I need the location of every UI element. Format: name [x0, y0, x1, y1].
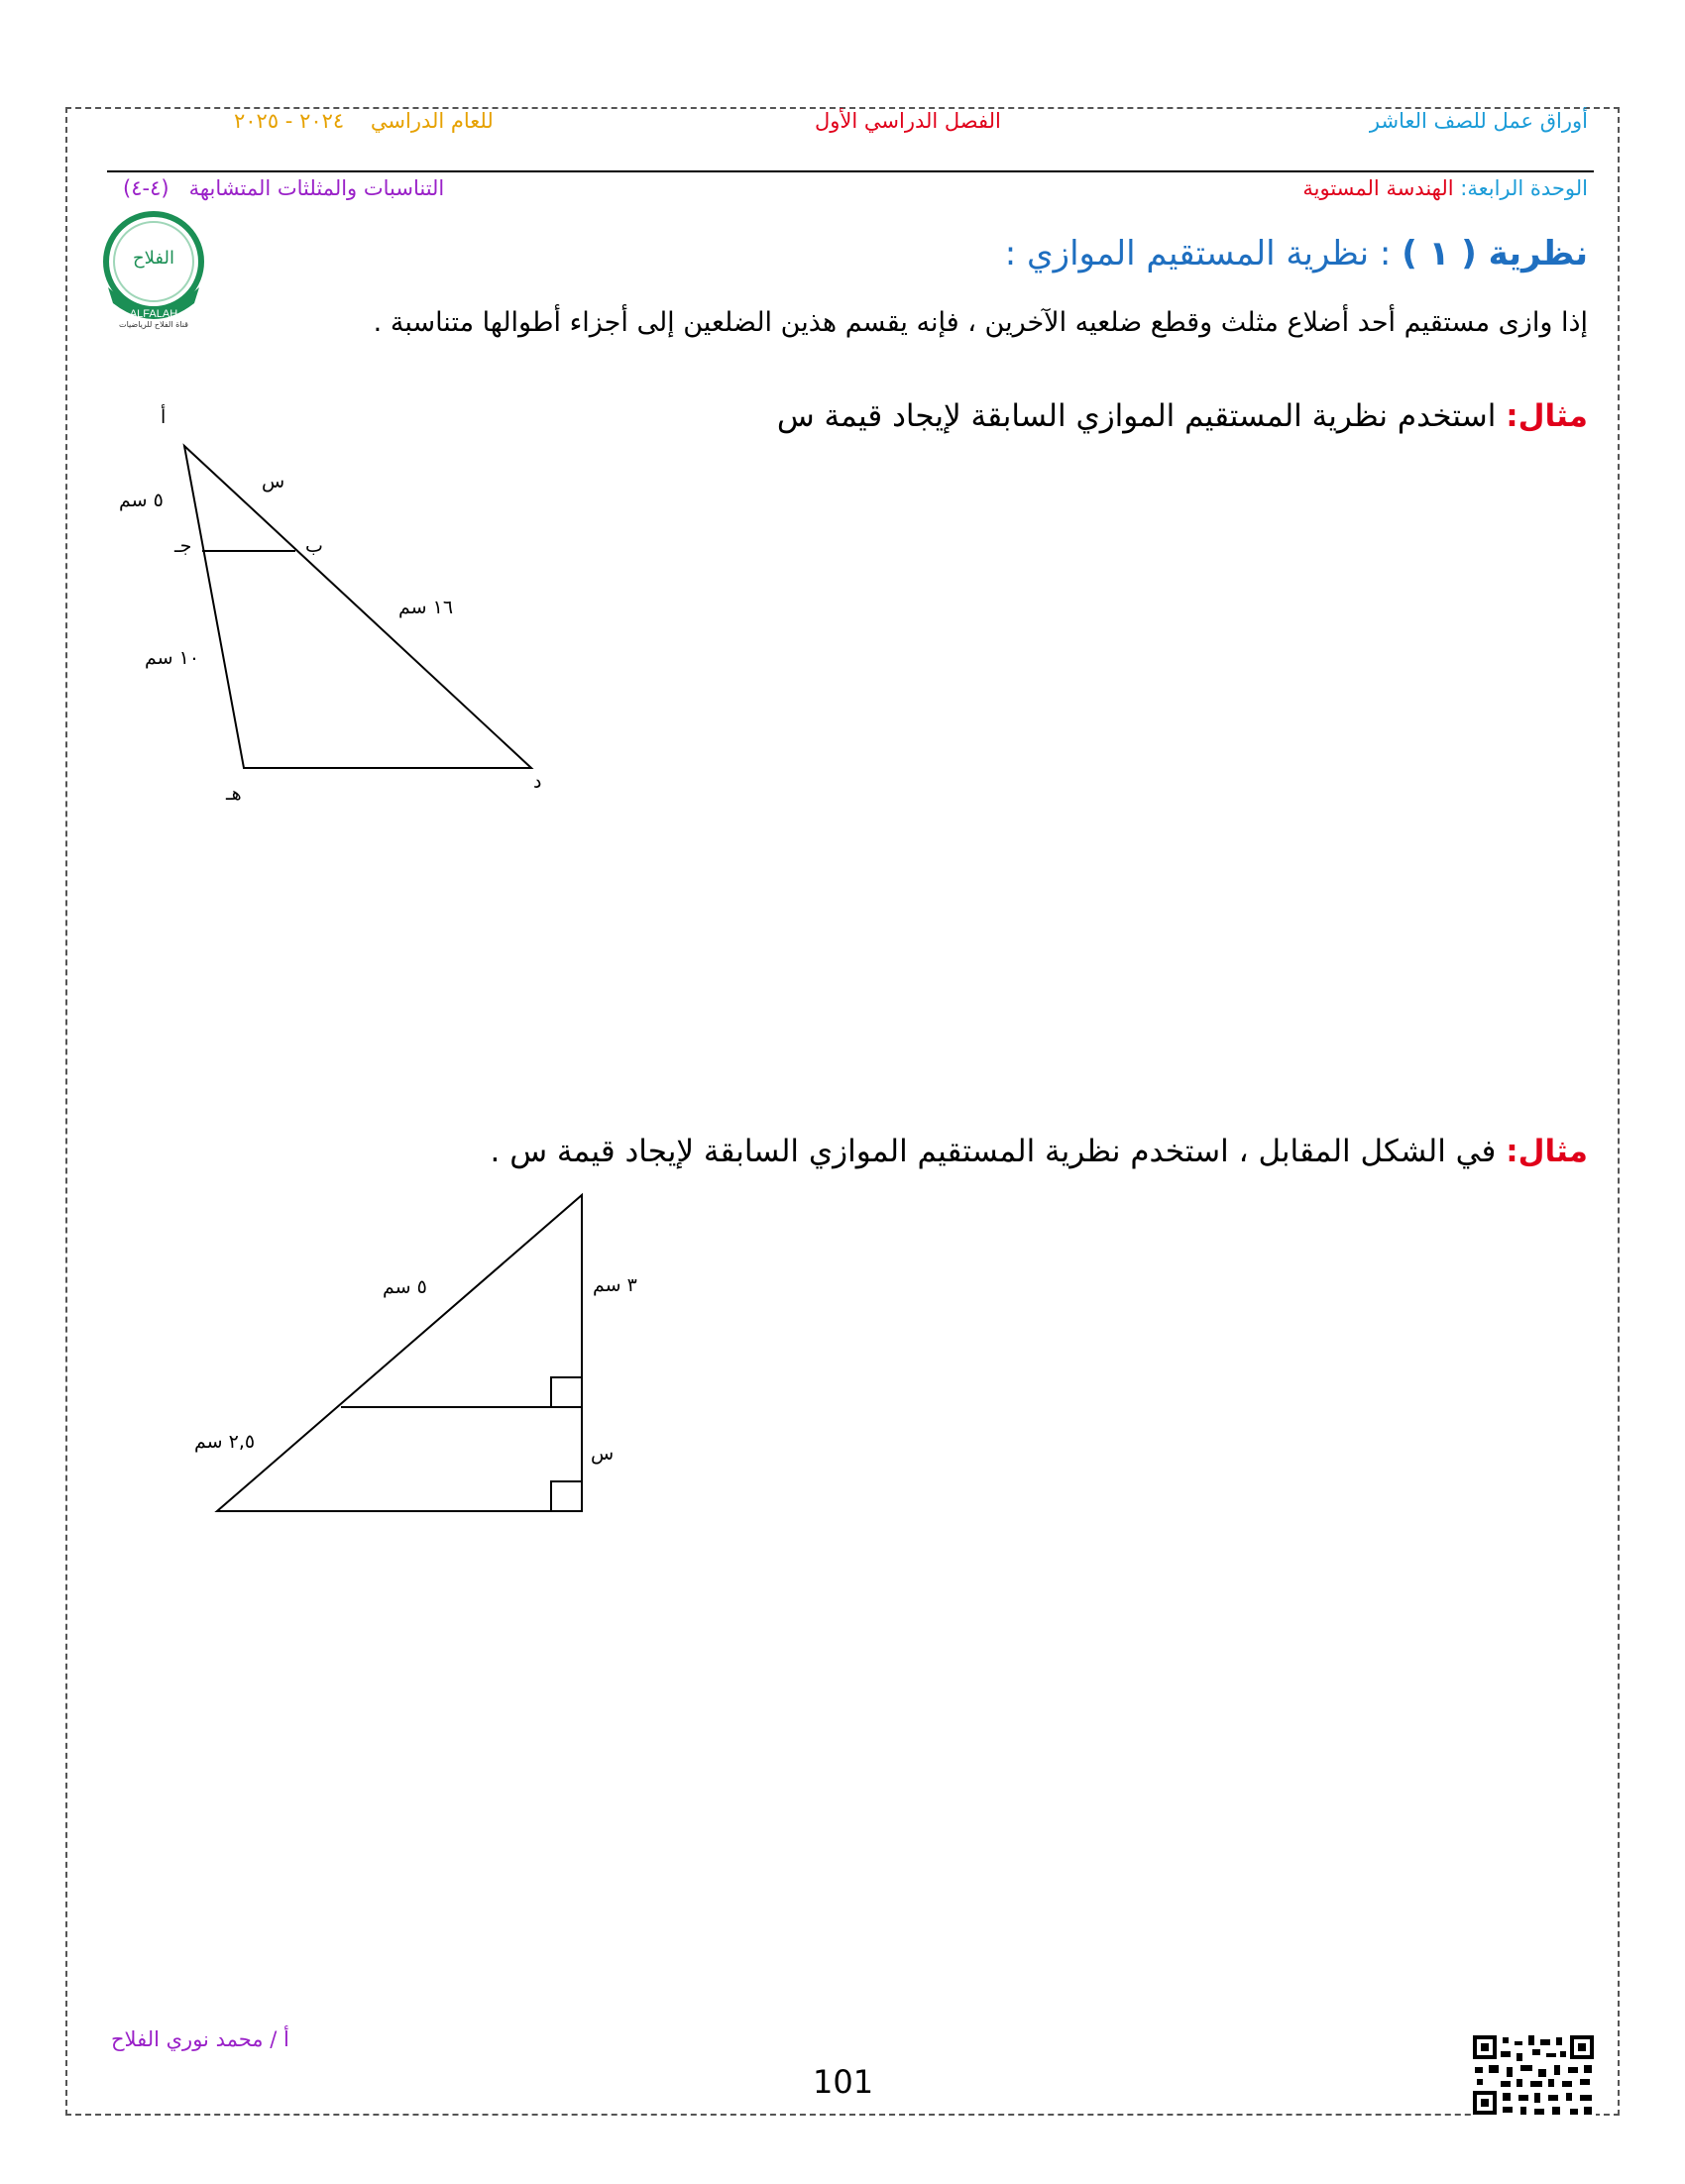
label-b-d: ١٦ سم: [398, 597, 454, 618]
logo-caption: قناة الفلاح للرياضيات: [119, 320, 188, 329]
vertex-j: جـ: [174, 535, 192, 557]
label-hyp-top: ٥ سم: [383, 1276, 427, 1298]
vertex-a: أ: [161, 406, 167, 428]
unit-label: الوحدة الرابعة:: [1460, 176, 1588, 200]
semester-title: الفصل الدراسي الأول: [815, 109, 1001, 133]
year-label: للعام الدراسي: [370, 109, 494, 133]
theorem-number: نظرية ( ١ ): [1402, 234, 1588, 273]
vertex-b: ب: [305, 535, 323, 557]
theorem-statement: إذا وازى مستقيم أحد أضلاع مثلث وقطع ضلعيه الآخرين ، فإنه يقسم هذين الضلعين إلى أجزاء أطوالها متناسبة .: [373, 307, 1588, 338]
unit-name: الهندسة المستوية: [1302, 176, 1454, 200]
label-hyp-bottom: ٢,٥ سم: [194, 1431, 256, 1453]
logo-latin: ALFALAH: [129, 308, 178, 320]
example-1-label: مثال:: [1506, 398, 1588, 434]
example-2-label: مثال:: [1506, 1134, 1588, 1169]
label-vert-bottom: ﺱ: [591, 1443, 615, 1465]
author: أ / محمد نوري الفلاح: [111, 2027, 289, 2051]
label-j-h: ١٠ سم: [145, 647, 200, 669]
example-1-text: استخدم نظرية المستقيم الموازي السابقة لإيجاد قيمة س: [776, 398, 1497, 434]
theorem-title: : نظرية المستقيم الموازي :: [1004, 234, 1392, 273]
lesson-title: التناسبات والمثلثات المتشابهة: [188, 176, 445, 200]
qr-code: [1471, 2033, 1596, 2117]
worksheet-title: أوراق عمل للصف العاشر: [1369, 109, 1588, 133]
year-value: ٢٠٢٤ - ٢٠٢٥: [234, 109, 345, 133]
logo-name: الفلاح: [133, 248, 174, 269]
vertex-d: د: [533, 771, 542, 793]
label-a-j: ٥ سم: [119, 490, 164, 511]
label-vert-top: ٣ سم: [593, 1274, 637, 1296]
lesson-code: (٤-٤): [123, 176, 169, 200]
example-2-text: في الشكل المقابل ، استخدم نظرية المستقيم الموازي السابقة لإيجاد قيمة س .: [490, 1134, 1497, 1169]
vertex-h: هـ: [226, 783, 242, 805]
page-number: 101: [813, 2063, 874, 2101]
label-x: س: [262, 471, 285, 492]
